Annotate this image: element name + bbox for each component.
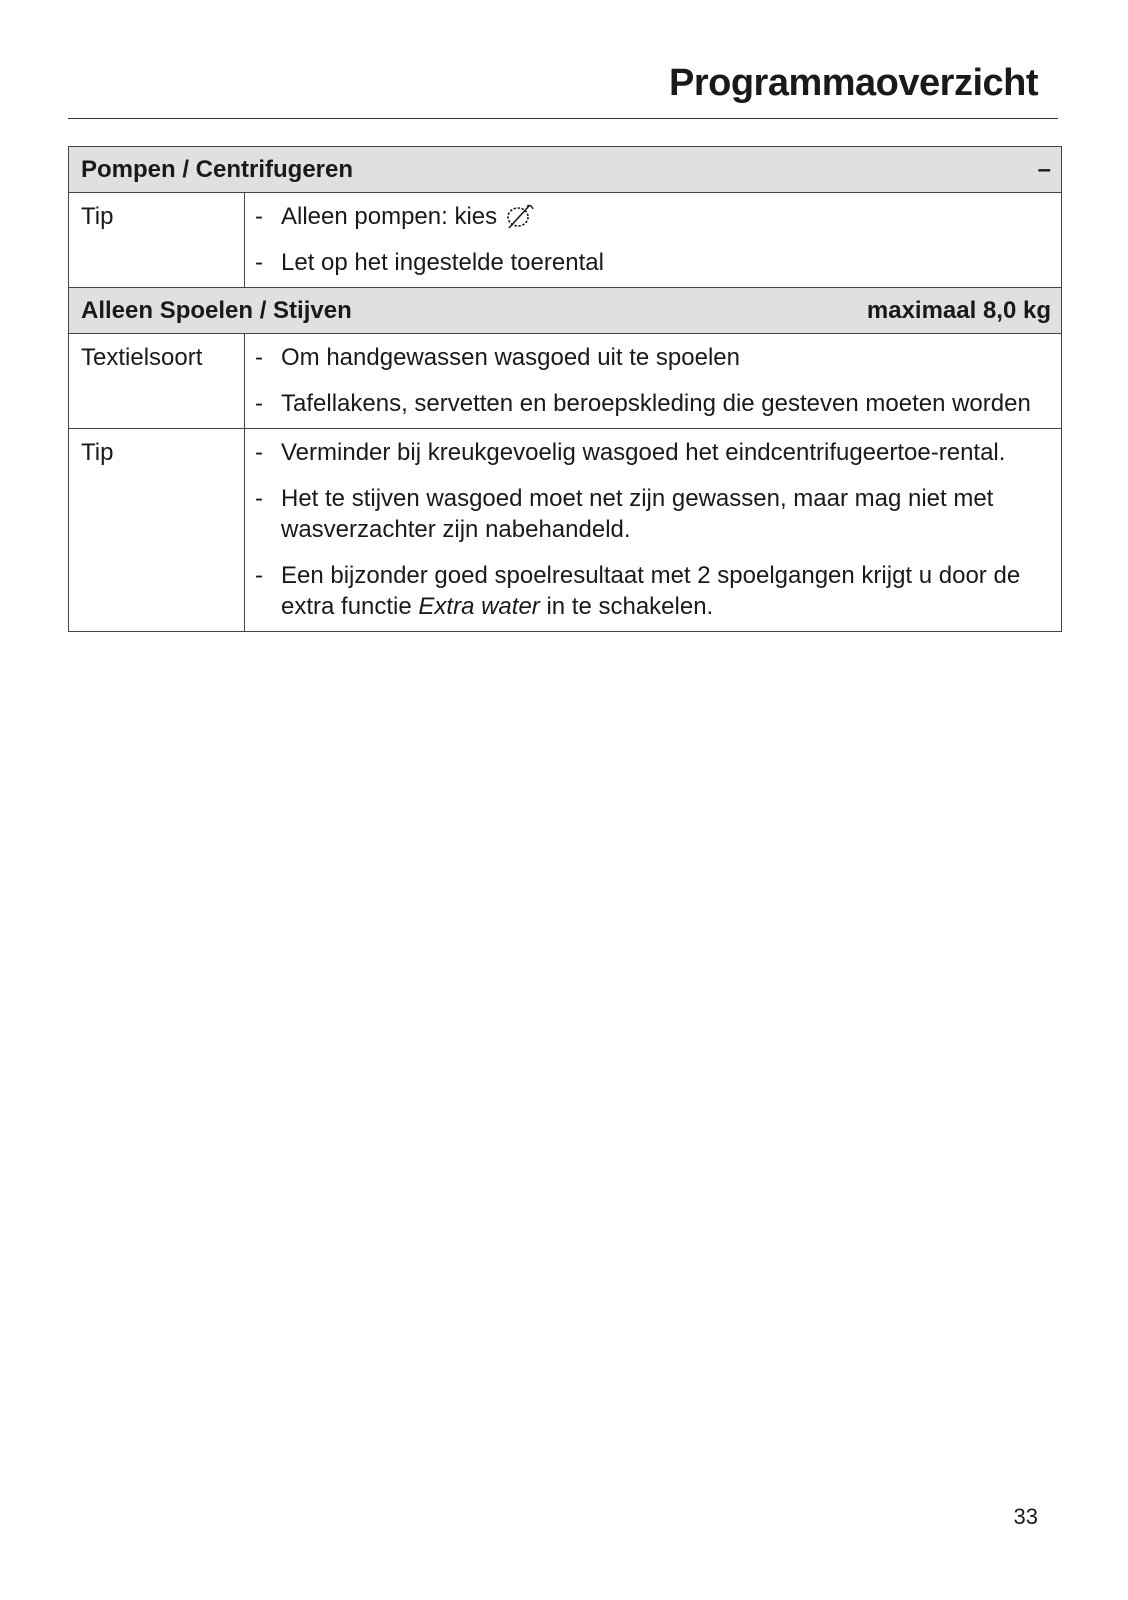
dash-bullet: - bbox=[255, 390, 263, 417]
list-item: - Alleen pompen: kies bbox=[255, 201, 1041, 232]
row-content bbox=[245, 193, 1062, 288]
page-number: 33 bbox=[1013, 1504, 1038, 1529]
dash-bullet: - bbox=[255, 562, 263, 589]
dash-bullet: - bbox=[255, 203, 263, 230]
row-label: Tip bbox=[69, 193, 245, 288]
program-table bbox=[68, 146, 1062, 632]
table-row bbox=[69, 334, 1062, 429]
section-title: Alleen Spoelen / Stijven bbox=[81, 297, 352, 324]
list-item: - Het te stijven wasgoed moet net zijn gewassen, maar mag niet met wasverzachter zijn nabehandeld. bbox=[255, 485, 994, 543]
section-header-pompen bbox=[69, 147, 1062, 193]
dash-bullet: - bbox=[255, 439, 263, 466]
title-divider bbox=[68, 118, 1058, 119]
dash-bullet: - bbox=[255, 344, 263, 371]
section-header-spoelen bbox=[69, 288, 1062, 334]
no-spin-icon bbox=[505, 203, 535, 229]
extra-water-function: Extra water bbox=[418, 593, 540, 620]
list-item: - Een bijzonder goed spoelresultaat met 2 spoelgangen krijgt u door de extra functie Extra water in te schakelen. bbox=[255, 562, 1021, 620]
row-label: Tip bbox=[69, 429, 245, 632]
table-row bbox=[69, 193, 1062, 288]
dash-bullet: - bbox=[255, 249, 263, 276]
section-title: Pompen / Centrifugeren bbox=[81, 156, 354, 183]
table-row bbox=[69, 429, 1062, 632]
list-item: - Verminder bij kreukgevoelig wasgoed het eindcentrifugeertoe-rental. bbox=[255, 439, 1006, 466]
row-label: Textielsoort bbox=[69, 334, 245, 429]
section-load: – bbox=[1037, 156, 1051, 183]
row-content bbox=[245, 334, 1062, 429]
page-title: Programmaoverzicht bbox=[668, 62, 1038, 104]
section-load: maximaal 8,0 kg bbox=[866, 297, 1051, 324]
dash-bullet: - bbox=[255, 485, 263, 512]
list-item: - Tafellakens, servetten en beroepskleding die gesteven moeten worden bbox=[255, 390, 1031, 417]
list-item: - Let op het ingestelde toerental bbox=[255, 249, 604, 276]
row-content bbox=[245, 429, 1062, 632]
list-item: - Om handgewassen wasgoed uit te spoelen bbox=[255, 344, 740, 371]
